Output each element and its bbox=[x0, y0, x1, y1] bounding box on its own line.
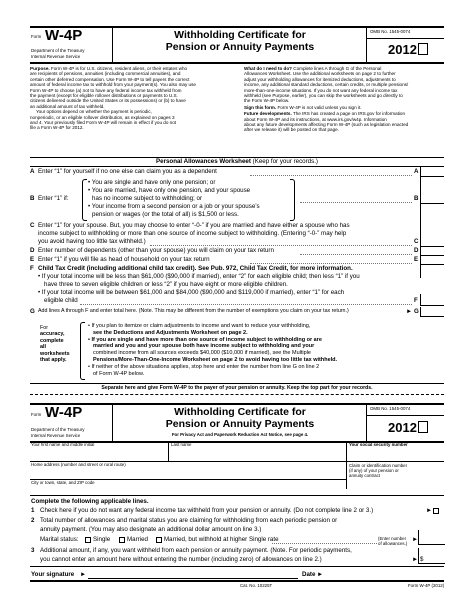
sign-heading: Sign this form. bbox=[244, 104, 277, 110]
separator-text: Separate here and give Form W-4P to the payer of your pension or annuity. Keep the top part for your records. bbox=[101, 385, 373, 391]
line-c-answer-rule[interactable] bbox=[420, 246, 444, 247]
future-line: The IRS has created a page on IRS.gov for information bbox=[292, 111, 406, 117]
purpose-line: amount of federal income tax to withhold from your payment(s). You also may use bbox=[30, 82, 196, 88]
purpose-line: certain other deferred compensation. Use Form W-4P to tell payers the correct bbox=[30, 76, 190, 82]
line-f-text: • If your total income will be between $61,000 and $84,000 ($90,000 and $119,000 if married), enter “1” for each bbox=[38, 289, 345, 296]
line-2-text: annuity payment. (You may also designate an additional dollar amount on line 3.) bbox=[40, 526, 262, 533]
line-b-brace bbox=[82, 179, 87, 221]
line-a-answer-letter: A bbox=[414, 168, 419, 175]
signature-label: Your signature bbox=[31, 571, 75, 578]
line-f-text: Child Tax Credit (including additional child tax credit). See Pub. 972, Child Tax Credit, for more information. bbox=[38, 265, 353, 272]
tax-year: 2012 bbox=[388, 43, 428, 56]
line-2-arrow: ► bbox=[412, 536, 419, 543]
header-bottom-rule bbox=[30, 62, 444, 64]
line-2-leader bbox=[272, 543, 377, 544]
dept-line-1: Department of the Treasury bbox=[31, 48, 85, 53]
header-divider-left bbox=[112, 26, 113, 62]
todo-line: more-than-one-income situations. If you do not want any federal income tax bbox=[244, 87, 398, 93]
privacy-notice: For Privacy Act and Paperwork Reduction Act Notice, see page 4. bbox=[171, 432, 309, 437]
line-b-bullet: has no income subject to withholding; or bbox=[92, 195, 203, 202]
future-line: after we release it) will be posted on that page. bbox=[244, 127, 339, 133]
line-d-letter: D bbox=[30, 247, 35, 254]
todo-heading: What do I need to do? bbox=[244, 66, 292, 71]
omb-rule bbox=[366, 38, 444, 39]
line-e-letter: E bbox=[30, 256, 35, 263]
line-f-answer-letter: F bbox=[414, 297, 418, 304]
omb-number: OMB No. 1545-0074 bbox=[370, 29, 411, 34]
instructions-paragraph bbox=[244, 66, 444, 133]
line-b-brace-right bbox=[290, 179, 295, 221]
last-name-label: Last name bbox=[171, 442, 192, 447]
line-f-letter: F bbox=[30, 265, 34, 272]
worksheet-bottom-rule bbox=[30, 383, 444, 384]
line-2-number: 2 bbox=[31, 517, 35, 524]
married-label: Married bbox=[127, 536, 148, 543]
top-rule bbox=[30, 26, 444, 28]
purpose-heading: Purpose. bbox=[30, 66, 50, 71]
lower-top-rule bbox=[30, 403, 444, 405]
city-row-rule bbox=[30, 495, 444, 496]
line-3-arrow: ► bbox=[412, 556, 419, 563]
lower-title-1: Withholding Certificate for bbox=[174, 406, 306, 418]
dept-line-2: Internal Revenue Service bbox=[31, 54, 81, 59]
married-checkbox[interactable] bbox=[119, 537, 125, 543]
line-a-letter: A bbox=[30, 168, 35, 175]
line-d-answer-rule[interactable] bbox=[420, 255, 444, 256]
worksheet-heading-rule bbox=[30, 166, 444, 167]
lower-year: 2012 bbox=[388, 421, 428, 434]
line-f-leader bbox=[80, 304, 412, 305]
signature-arrow: ► bbox=[80, 571, 87, 578]
purpose-line: Your options depend on whether the payment is periodic, bbox=[36, 109, 152, 115]
line-g-answer-letter: G bbox=[414, 308, 419, 315]
line-b-bullet: • You are married, have only one pension, and your spouse bbox=[88, 187, 251, 194]
line-3-number: 3 bbox=[31, 547, 35, 554]
line-g-answer-divider bbox=[420, 307, 421, 316]
todo-line: Allowances Worksheet. Use the additional worksheets on page 2 to further bbox=[244, 71, 396, 77]
line-c-text: you avoid having too little tax withheld.) bbox=[38, 238, 146, 245]
worksheet-heading: Personal Allowances Worksheet (Keep for your records.) bbox=[156, 158, 318, 165]
lower-omb-rule bbox=[366, 415, 444, 416]
line-b-leader bbox=[300, 202, 412, 203]
single-checkbox[interactable] bbox=[85, 537, 91, 543]
accuracy-bullets: • If you plan to itemize or claim adjustments to income and want to reduce your withholding, see the Deductions and Adjustments Worksheet on page 2. • If you are single and have more than one source of income subject to withholding or are married and you and your spouse both have income subject to withholding and your combined income from all sources exceeds $40,000 ($10,000 if married), see the Multiple Pensions/More-Than-One-Income Worksheet on page 2 to avoid having too little tax withheld. • If neither of the above situations applies, stop here and enter the number from line G on line 2 of Form W-4P below. bbox=[88, 323, 338, 377]
city-label: City or town, state, and ZIP code bbox=[31, 480, 95, 485]
purpose-line: Form W-4P to choose (a) not to have any federal income tax withheld from bbox=[30, 87, 182, 93]
no-withholding-checkbox[interactable] bbox=[433, 508, 439, 514]
line-e-text: Enter “1” if you will file as head of household on your tax return bbox=[38, 256, 210, 263]
footer-rule bbox=[30, 580, 444, 582]
line-f-answer-divider bbox=[420, 294, 421, 305]
lower-dept-2: Internal Revenue Service bbox=[31, 433, 81, 438]
line-g-letter: G bbox=[30, 308, 35, 315]
future-line: about any future developments affecting Form W-4P (such as legislation enacted bbox=[244, 122, 409, 128]
purpose-line: an additional amount of tax withheld. bbox=[30, 103, 105, 109]
line-g-text: Add lines A through F and enter total here. (Note. This may be different from the number of exemptions you claim on your tax return.) bbox=[38, 308, 349, 314]
line-g-arrow: ► bbox=[406, 308, 413, 315]
purpose-line: citizens delivered outside the United States or its possessions) or (b) to have bbox=[30, 98, 186, 104]
line-1-arrow: ► bbox=[426, 507, 433, 514]
line-2-text: Total number of allowances and marital status you are claiming for withholding from each periodic pension or bbox=[40, 517, 338, 524]
lower-title-2: Pension or Annuity Payments bbox=[165, 418, 315, 430]
form-label: Form bbox=[31, 34, 42, 39]
date-field[interactable] bbox=[324, 568, 444, 578]
line-1-number: 1 bbox=[31, 507, 35, 514]
title-line-1: Withholding Certificate for bbox=[174, 29, 306, 41]
home-address-field[interactable] bbox=[30, 468, 345, 479]
purpose-line: and 4. Your previously filed Form W-4P will remain in effect if you do not bbox=[30, 120, 177, 126]
signature-field[interactable] bbox=[88, 568, 298, 579]
line-c-text: income subject to withholding or more than one source of income subject to withholding. (Entering “-0-” may help bbox=[38, 230, 347, 237]
date-arrow: ► bbox=[317, 571, 324, 578]
footer-form: Form W-4P (2012) bbox=[408, 583, 445, 588]
line-e-leader bbox=[250, 263, 412, 264]
line-c-text: Enter “1” for your spouse. But, you may choose to enter “-0-” if you are married and have either a spouse who has bbox=[38, 222, 350, 229]
cat-number: Cat. No. 10225T bbox=[240, 583, 273, 588]
lower-header-divider-left bbox=[112, 403, 113, 441]
complete-heading: Complete the following applicable lines. bbox=[31, 498, 149, 505]
line-b-bullet: • You are single and have only one pension; or bbox=[88, 179, 216, 186]
claim-label: Claim or identification number (if any) of your pension or annuity contract bbox=[349, 463, 408, 478]
married-higher-label: Married, but withhold at higher Single rate bbox=[164, 536, 279, 543]
purpose-paragraph bbox=[30, 66, 236, 131]
todo-line: adjust your withholding allowances for itemized deductions, adjustments to bbox=[244, 76, 396, 82]
line-a-leader bbox=[250, 175, 412, 176]
line-b-intro: Enter “1” if: bbox=[38, 195, 69, 202]
line-a-answer-rule[interactable] bbox=[420, 176, 444, 177]
marital-status-label: Marital status: bbox=[40, 536, 79, 543]
purpose-line: file a Form W-4P for 2012. bbox=[30, 125, 84, 131]
ssn-field[interactable] bbox=[347, 448, 444, 461]
currency-symbol: $ bbox=[420, 556, 424, 563]
accuracy-brace bbox=[80, 322, 85, 380]
claim-number-field[interactable] bbox=[347, 479, 444, 495]
cut-line[interactable] bbox=[30, 394, 444, 395]
title-line-2: Pension or Annuity Payments bbox=[165, 41, 315, 53]
line-c-answer-letter: C bbox=[414, 238, 419, 245]
line-a-text: Enter “1” for yourself if no one else can claim you as a dependent bbox=[38, 168, 217, 175]
lower-form-name: W-4P bbox=[45, 404, 83, 421]
line-1-text: Check here if you do not want any federal income tax withheld from your pension or annuity. (Do not complete line 2 or 3.) bbox=[40, 507, 374, 514]
line-f-text: • If your total income will be less than $61,000 ($90,000 if married), enter “2” for each eligible child; then less “1” if you bbox=[38, 273, 360, 280]
line-b-bullet: pension or wages (or the total of all) is $1,500 or less. bbox=[92, 211, 239, 218]
line-g-answer-rule[interactable] bbox=[420, 316, 444, 317]
todo-line: income, any additional standard deductions, certain credits, or multiple pensions/ bbox=[244, 82, 409, 88]
line-b-bullet: • Your income from a second pension or a job or your spouse’s bbox=[88, 203, 260, 210]
additional-amount-field[interactable] bbox=[418, 548, 445, 564]
lower-omb: OMB No. 1545-0074 bbox=[370, 406, 411, 411]
first-name-label: Your first name and middle initial bbox=[31, 442, 95, 447]
allowances-field[interactable] bbox=[418, 530, 445, 545]
married-higher-single-checkbox[interactable] bbox=[156, 537, 162, 543]
line-b-answer-letter: B bbox=[414, 195, 419, 202]
last-name-field[interactable] bbox=[169, 448, 345, 461]
lower-form-label: Form bbox=[31, 412, 42, 417]
purpose-line: Form W-4P is for U.S. citizens, resident aliens, or their estates who bbox=[50, 66, 188, 71]
future-line: about Form W-4P and its instructions, at www.irs.gov/w4p. Information bbox=[244, 116, 387, 122]
line-d-text: Enter number of dependents (other than your spouse) you will claim on your tax return bbox=[38, 247, 274, 254]
line-b-answer-rule[interactable] bbox=[420, 203, 444, 204]
line-d-leader bbox=[300, 254, 412, 255]
allowances-note: (Enter number of allowances.) bbox=[378, 536, 408, 546]
todo-line: withheld (see Purpose, earlier), you can skip the worksheets and go directly to bbox=[244, 93, 403, 99]
address-label: Home address (number and street or rural route) bbox=[31, 462, 126, 467]
purpose-line: nonperiodic, or an eligible rollover distribution, as explained on pages 3 bbox=[30, 114, 175, 120]
lower-dept-1: Department of the Treasury bbox=[31, 427, 85, 432]
signature-top-rule bbox=[30, 566, 444, 567]
line-f-answer-rule[interactable] bbox=[420, 305, 444, 306]
single-label: Single bbox=[93, 536, 111, 543]
line-f-text: have three to seven eligible children or less “2” if you have eight or more eligible children. bbox=[44, 281, 288, 288]
line-c-letter: C bbox=[30, 222, 35, 229]
purpose-line: the payment (except for eligible rollover distributions or payments to U.S. bbox=[30, 93, 178, 99]
line-3-text: Additional amount, if any, you want withheld from each pension or annuity payment. (Note. For periodic payments, bbox=[40, 547, 352, 554]
form-name: W-4P bbox=[45, 27, 83, 44]
purpose-line: are recipients of pensions, annuities (including commercial annuities), and bbox=[30, 71, 181, 77]
line-c-leader bbox=[150, 245, 412, 246]
accuracy-note: For accuracy, complete all worksheets that apply. bbox=[40, 325, 70, 364]
date-label: Date bbox=[302, 571, 316, 578]
sign-text: Form W-4P is not valid unless you sign it. bbox=[277, 104, 362, 110]
header-divider-right bbox=[366, 26, 367, 62]
todo-line: Complete lines A through G of the Personal bbox=[293, 66, 382, 71]
line-e-answer-rule[interactable] bbox=[420, 264, 444, 265]
first-name-field[interactable] bbox=[30, 448, 168, 461]
line-d-answer-letter: D bbox=[414, 247, 419, 254]
answer-column-divider bbox=[420, 166, 421, 278]
todo-line: the Form W-4P below. bbox=[244, 98, 290, 104]
line-3-text: you cannot enter an amount here without entering the number (including zero) of allowances on line 2.) bbox=[40, 556, 322, 563]
future-heading: Future developments. bbox=[244, 111, 292, 117]
ssn-label: Your social security number bbox=[349, 442, 408, 447]
line-e-answer-letter: E bbox=[414, 256, 419, 263]
line-b-letter: B bbox=[30, 195, 35, 202]
city-state-zip-field[interactable] bbox=[30, 486, 345, 495]
line-f-text: eligible child bbox=[44, 297, 78, 304]
lower-header-divider-right bbox=[366, 403, 367, 441]
